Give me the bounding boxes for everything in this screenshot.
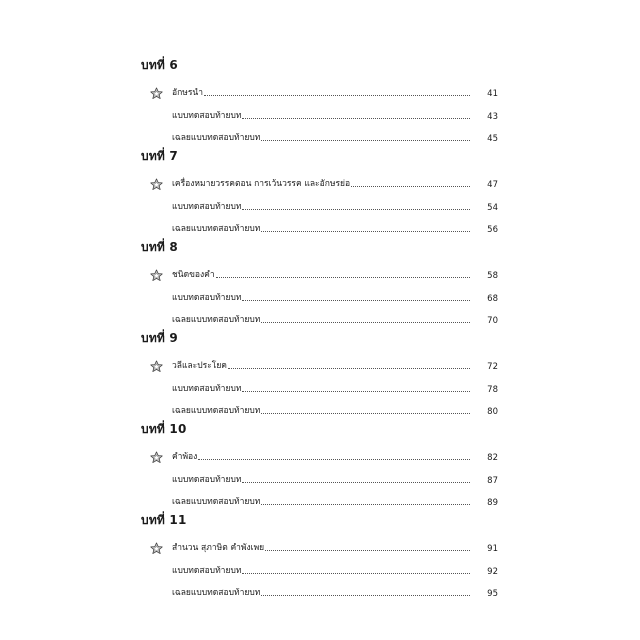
dot-leader — [242, 573, 470, 574]
toc-entry[interactable] — [172, 356, 498, 372]
toc-entry[interactable] — [172, 538, 498, 554]
page-number: 70 — [487, 316, 498, 326]
chapter-heading: บทที่ 6 — [141, 58, 178, 72]
dot-leader — [242, 391, 470, 392]
toc-entry[interactable] — [172, 219, 498, 235]
toc-entry[interactable] — [172, 288, 498, 304]
dot-leader — [216, 277, 470, 278]
dot-leader — [242, 209, 470, 210]
toc-entry-label: สำนวน สุภาษิต คำพังเพย — [172, 543, 265, 553]
toc-entry-label: แบบทดสอบท้ายบท — [172, 293, 242, 303]
page-number: 95 — [487, 589, 498, 599]
toc-entry-label: เฉลยแบบทดสอบท้ายบท — [172, 497, 261, 507]
dot-leader — [242, 482, 470, 483]
toc-entry[interactable] — [172, 265, 498, 281]
toc-entry-label: อักษรนำ — [172, 88, 204, 98]
star-icon — [150, 449, 163, 462]
toc-entry[interactable] — [172, 561, 498, 577]
dot-leader — [204, 95, 470, 96]
chapter-heading: บทที่ 11 — [141, 513, 187, 527]
toc-entry-label: วลีและประโยค — [172, 361, 227, 371]
chapter-heading: บทที่ 10 — [141, 422, 187, 436]
page-number: 87 — [487, 476, 498, 486]
toc-entry-label: เครื่องหมายวรรคตอน การเว้นวรรค และอักษรย่อ — [172, 179, 351, 189]
dot-leader — [261, 231, 470, 232]
dot-leader — [242, 118, 470, 119]
page-number: 78 — [487, 385, 498, 395]
dot-leader — [265, 550, 470, 551]
toc-entry-label: แบบทดสอบท้ายบท — [172, 202, 242, 212]
toc-entry-label: เฉลยแบบทดสอบท้ายบท — [172, 315, 261, 325]
chapter-heading: บทที่ 7 — [141, 149, 178, 163]
star-icon — [150, 540, 163, 553]
chapter-heading: บทที่ 9 — [141, 331, 178, 345]
toc-entry-label: แบบทดสอบท้ายบท — [172, 566, 242, 576]
page-number: 92 — [487, 567, 498, 577]
dot-leader — [198, 459, 470, 460]
star-icon — [150, 176, 163, 189]
toc-entry[interactable] — [172, 174, 498, 190]
toc-entry[interactable] — [172, 83, 498, 99]
chapter-heading: บทที่ 8 — [141, 240, 178, 254]
page-number: 54 — [487, 203, 498, 213]
dot-leader — [351, 186, 470, 187]
toc-entry[interactable] — [172, 128, 498, 144]
page-number: 91 — [487, 544, 498, 554]
toc-entry[interactable] — [172, 447, 498, 463]
toc-entry[interactable] — [172, 583, 498, 599]
dot-leader — [228, 368, 470, 369]
page-number: 82 — [487, 453, 498, 463]
toc-entry-label: แบบทดสอบท้ายบท — [172, 384, 242, 394]
page-number: 47 — [487, 180, 498, 190]
toc-entry-label: คำพ้อง — [172, 452, 198, 462]
toc-entry-label: ชนิดของคำ — [172, 270, 215, 280]
toc-entry-label: เฉลยแบบทดสอบท้ายบท — [172, 133, 261, 143]
toc-entry[interactable] — [172, 197, 498, 213]
toc-entry-label: เฉลยแบบทดสอบท้ายบท — [172, 406, 261, 416]
toc-entry[interactable] — [172, 470, 498, 486]
dot-leader — [242, 300, 470, 301]
toc-entry[interactable] — [172, 379, 498, 395]
toc-entry-label: แบบทดสอบท้ายบท — [172, 111, 242, 121]
toc-entry-label: เฉลยแบบทดสอบท้ายบท — [172, 224, 261, 234]
page-number: 72 — [487, 362, 498, 372]
star-icon — [150, 85, 163, 98]
dot-leader — [261, 413, 470, 414]
toc-entry[interactable] — [172, 492, 498, 508]
page-number: 89 — [487, 498, 498, 508]
dot-leader — [261, 140, 470, 141]
page-number: 68 — [487, 294, 498, 304]
page-number: 56 — [487, 225, 498, 235]
page-number: 58 — [487, 271, 498, 281]
star-icon — [150, 358, 163, 371]
page-number: 80 — [487, 407, 498, 417]
toc-entry-label: เฉลยแบบทดสอบท้ายบท — [172, 588, 261, 598]
page-number: 43 — [487, 112, 498, 122]
star-icon — [150, 267, 163, 280]
dot-leader — [261, 322, 470, 323]
toc-entry[interactable] — [172, 106, 498, 122]
toc-entry[interactable] — [172, 401, 498, 417]
toc-entry-label: แบบทดสอบท้ายบท — [172, 475, 242, 485]
page-number: 45 — [487, 134, 498, 144]
dot-leader — [261, 595, 470, 596]
page-number: 41 — [487, 89, 498, 99]
dot-leader — [261, 504, 470, 505]
toc-entry[interactable] — [172, 310, 498, 326]
